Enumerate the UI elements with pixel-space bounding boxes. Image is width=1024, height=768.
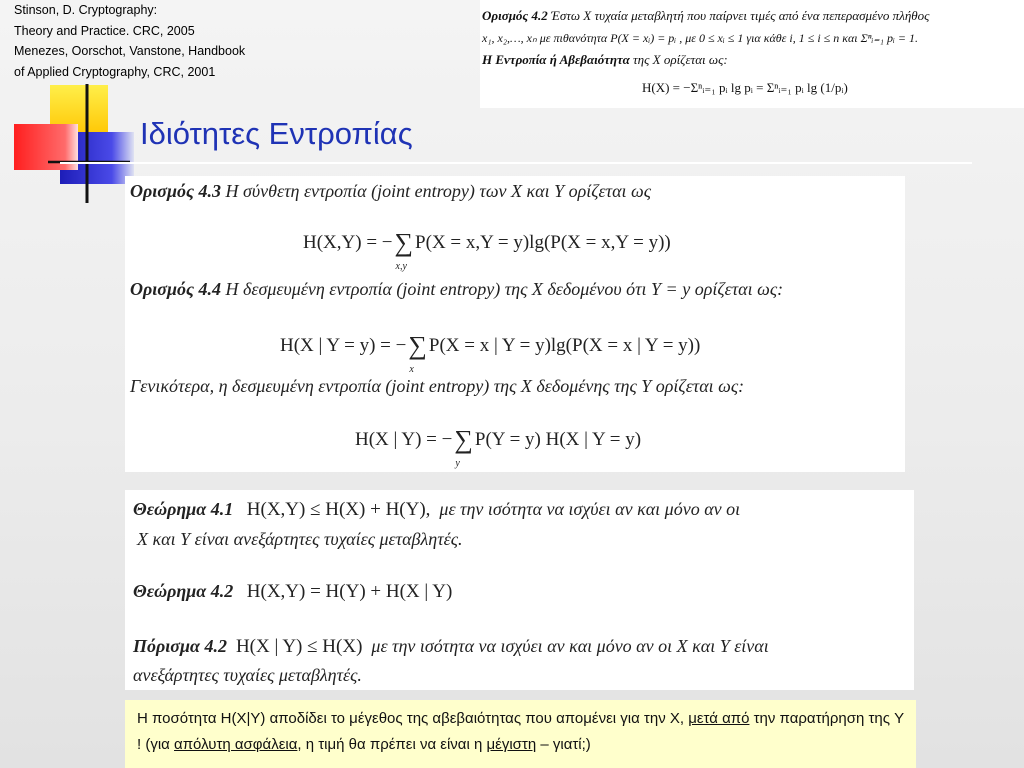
eq-right: P(Y = y) H(X | Y = y) bbox=[474, 429, 642, 450]
note-emphasis-absolute-security: απόλυτη ασφάλεια bbox=[174, 736, 298, 753]
theorem-4-1-text: με την ισότητα να ισχύει αν και μόνο αν οι bbox=[439, 499, 741, 519]
title-divider bbox=[60, 162, 972, 164]
slide-title: Ιδιότητες Εντροπίας bbox=[140, 116, 413, 151]
joint-entropy-equation bbox=[303, 228, 671, 272]
eq-right: P(X = x | Y = y)lg(P(X = x | Y = y)) bbox=[428, 335, 701, 356]
entropy-text: της X ορίζεται ως: bbox=[633, 52, 728, 67]
note-text: την παρατήρηση της Y ! (για bbox=[137, 710, 904, 753]
definition-4-3-text: Η σύνθετη εντροπία (joint entropy) των X και Y ορίζεται ως bbox=[225, 181, 652, 201]
entropy-formula: H(X) = −Σⁿᵢ₌₁ pᵢ lg pᵢ = Σⁿᵢ₌₁ pᵢ lg (1/pᵢ) bbox=[642, 80, 848, 95]
decorative-squares bbox=[0, 82, 140, 206]
note-emphasis-maximum: μέγιστη bbox=[486, 736, 537, 753]
sum-symbol: ∑ y bbox=[454, 430, 473, 450]
theorem-4-1-formula: H(X,Y) ≤ H(X) + H(Y), bbox=[246, 499, 431, 520]
theorems-panel bbox=[125, 490, 914, 690]
note-text: , η τιμή θα πρέπει να είναι η bbox=[297, 736, 487, 753]
sum-symbol: ∑ x,y bbox=[395, 233, 414, 253]
eq-left: H(X | Y) = − bbox=[355, 429, 453, 450]
conditional-entropy-general-equation bbox=[355, 425, 642, 469]
reference-line: Menezes, Oorschot, Vanstone, Handbook bbox=[14, 44, 246, 58]
definitions-panel bbox=[125, 176, 905, 472]
general-definition-text: Γενικότερα, η δεσμευμένη εντροπία (joint entropy) της X δεδομένης της Y ορίζεται ως: bbox=[130, 376, 745, 396]
eq-left: H(X | Y = y) = − bbox=[280, 335, 407, 356]
theorem-4-2-label: Θεώρημα 4.2 bbox=[133, 581, 234, 601]
corollary-4-2-formula: H(X | Y) ≤ H(X) bbox=[235, 636, 363, 657]
entropy-label: Η Εντροπία ή Αβεβαιότητα bbox=[482, 52, 630, 67]
theorem-4-1-text-continued: X και Y είναι ανεξάρτητες τυχαίες μεταβλητές. bbox=[137, 529, 463, 549]
eq-left: H(X,Y) = − bbox=[303, 232, 393, 253]
definition-4-4-text: Η δεσμευμένη εντροπία (joint entropy) της X δεδομένου ότι Y = y ορίζεται ως: bbox=[225, 279, 784, 299]
sum-index: y bbox=[455, 458, 460, 469]
sum-index: x,y bbox=[395, 261, 407, 272]
corollary-4-2-text-continued: ανεξάρτητες τυχαίες μεταβλητές. bbox=[133, 665, 362, 685]
top-definition-image bbox=[480, 0, 1024, 108]
definition-4-4-label: Ορισμός 4.4 bbox=[130, 279, 222, 299]
definition-4-3-label: Ορισμός 4.3 bbox=[130, 181, 222, 201]
reference-line: Theory and Practice. CRC, 2005 bbox=[14, 23, 195, 38]
def-label: Ορισμός 4.2 bbox=[482, 8, 548, 23]
references bbox=[14, 0, 304, 82]
theorem-4-1-label: Θεώρημα 4.1 bbox=[133, 499, 234, 519]
note-text: – γιατί;) bbox=[536, 736, 591, 753]
corollary-4-2-label: Πόρισμα 4.2 bbox=[133, 636, 227, 656]
sum-index: x bbox=[409, 364, 414, 375]
def-probability-line: x₁, x₂,…, xₙ με πιθανότητα P(X = xᵢ) = pᵢ , με 0 ≤ xᵢ ≤ 1 για κάθε i, 1 ≤ i ≤ n και Σⁿᵢ₌₁ pᵢ = 1. bbox=[482, 31, 918, 45]
note-text: Η ποσότητα H(X|Y) αποδίδει το μέγεθος της αβεβαιότητας που απομένει για την X, bbox=[137, 710, 689, 727]
conditional-entropy-equation bbox=[280, 331, 701, 375]
def-text: Έστω X τυχαία μεταβλητή που παίρνει τιμές από ένα πεπερασμένο πλήθος bbox=[550, 8, 930, 23]
theorem-4-2-formula: H(X,Y) = H(Y) + H(X | Y) bbox=[246, 581, 453, 602]
sum-symbol: ∑ x bbox=[408, 336, 427, 356]
corollary-4-2-text: με την ισότητα να ισχύει αν και μόνο αν οι X και Y είναι bbox=[371, 636, 769, 656]
eq-right: P(X = x,Y = y)lg(P(X = x,Y = y)) bbox=[415, 232, 671, 253]
reference-line: of Applied Cryptography, CRC, 2001 bbox=[14, 64, 216, 79]
conclusion-note bbox=[125, 700, 916, 768]
note-emphasis-after: μετά από bbox=[688, 710, 750, 727]
reference-line: Stinson, D. Cryptography: bbox=[14, 3, 158, 17]
